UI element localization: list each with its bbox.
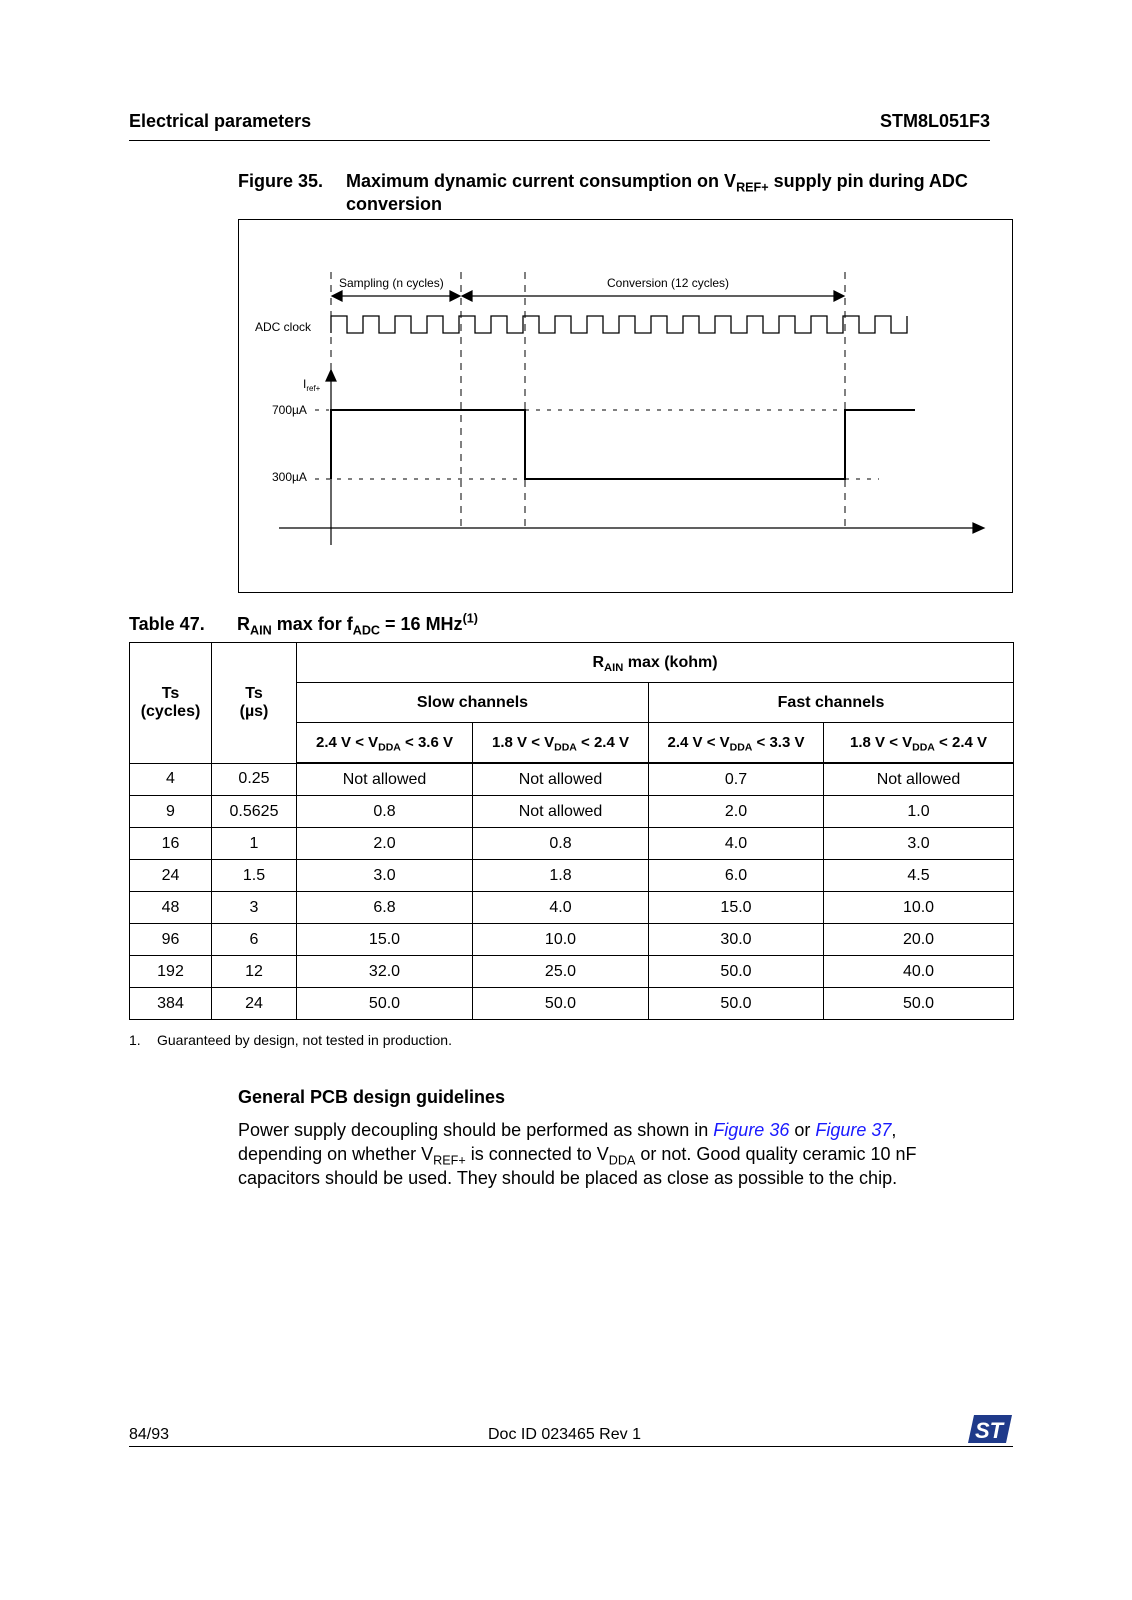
table-row — [130, 892, 1014, 924]
table-cell: 1.8 — [473, 860, 649, 892]
table-cell: 40.0 — [824, 956, 1014, 988]
iref-current-waveform — [331, 410, 915, 479]
table-cell: 10.0 — [473, 924, 649, 956]
section-paragraph: Power supply decoupling should be performed as shown in Figure 36 or Figure 37, depending on whether $V_{REF+}$ is connected to $V_{DDA}$ or not. Good quality ceramic 10 nF capacitors should be used. They should be placed as close as possible to the chip. — [238, 1120, 917, 1188]
table-cell: 1 — [212, 828, 297, 860]
header-fast-channels: Fast channels — [649, 683, 1014, 723]
table-cell: 6.0 — [649, 860, 824, 892]
table-cell: 2.0 — [649, 796, 824, 828]
header-rain-max: $R_{AIN}$ max (kohm) — [297, 643, 1014, 683]
sampling-label: Sampling (n cycles) — [339, 276, 444, 290]
st-logo-icon — [965, 1414, 1013, 1449]
header-section-title: Electrical parameters — [129, 111, 312, 131]
table-row — [130, 924, 1014, 956]
header-ts-us: Ts (µs) — [212, 643, 297, 764]
table-row — [130, 796, 1014, 828]
table-cell: 16 — [130, 828, 212, 860]
table-row — [130, 860, 1014, 892]
table-cell: 12 — [212, 956, 297, 988]
table-cell: 15.0 — [649, 892, 824, 924]
table-cell: 32.0 — [297, 956, 473, 988]
header-condition: 2.4 $V < V_{DDA} < 3.6$ V — [297, 723, 473, 764]
table-cell: 24 — [130, 860, 212, 892]
figure-37-link[interactable]: Figure 37 — [815, 1120, 892, 1140]
table-cell: 50.0 — [649, 956, 824, 988]
table-cell: 3.0 — [824, 828, 1014, 860]
table-cell: 50.0 — [297, 988, 473, 1020]
conversion-label: Conversion (12 cycles) — [607, 276, 730, 290]
table-cell: Not allowed — [297, 763, 473, 796]
table-cell: 3.0 — [297, 860, 473, 892]
section-title: General PCB design guidelines — [238, 1087, 506, 1107]
iref-axis — [279, 370, 984, 545]
table-cell: 0.8 — [473, 828, 649, 860]
table-cell: 15.0 — [297, 924, 473, 956]
table-cell: 6 — [212, 924, 297, 956]
table-cell: 10.0 — [824, 892, 1014, 924]
table-cell: 25.0 — [473, 956, 649, 988]
table-cell: 9 — [130, 796, 212, 828]
table-row — [130, 988, 1014, 1020]
table-title: $R_{AIN}$ max for $f_{ADC} = 16$ MHz$^{(1)}$ — [237, 611, 478, 638]
table-cell: 1.5 — [212, 860, 297, 892]
svg-text:ST: ST — [975, 1418, 1004, 1443]
table-cell: 50.0 — [473, 988, 649, 1020]
iref-label: $I_{ref+}$ — [303, 377, 321, 393]
footer-divider — [129, 1446, 1013, 1447]
table-row — [130, 828, 1014, 860]
phase-markers — [331, 272, 845, 532]
table-cell: 0.5625 — [212, 796, 297, 828]
table-cell: 6.8 — [297, 892, 473, 924]
table-cell: 20.0 — [824, 924, 1014, 956]
table-cell: 0.25 — [212, 763, 297, 796]
figure-title: Maximum dynamic current consumption on $V_{REF+}$ supply pin during ADC conversion — [346, 171, 968, 214]
rain-max-table — [129, 642, 1014, 1020]
header-condition: 1.8 $V < V_{DDA} < 2.4$ V — [473, 723, 649, 764]
table-cell: 4.0 — [649, 828, 824, 860]
figure-36-link[interactable]: Figure 36 — [713, 1120, 790, 1140]
header-slow-channels: Slow channels — [297, 683, 649, 723]
level-low-label: 300µA — [272, 470, 307, 484]
table-cell: 24 — [212, 988, 297, 1020]
table-cell: 48 — [130, 892, 212, 924]
figure-number: Figure 35. — [238, 171, 324, 191]
table-cell: 1.0 — [824, 796, 1014, 828]
level-high-label: 700µA — [272, 403, 307, 417]
table-cell: 192 — [130, 956, 212, 988]
page-number: 84/93 — [129, 1426, 170, 1443]
timing-diagram — [238, 219, 1013, 593]
level-references — [315, 410, 879, 479]
table-row — [130, 763, 1014, 796]
table-cell: 0.7 — [649, 763, 824, 796]
table-cell: 384 — [130, 988, 212, 1020]
header-part-number: STM8L051F3 — [879, 111, 990, 131]
adc-clock-label: ADC clock — [255, 320, 312, 334]
table-row — [130, 956, 1014, 988]
table-cell: 4 — [130, 763, 212, 796]
table-number: Table 47. — [129, 614, 205, 634]
table-cell: 2.0 — [297, 828, 473, 860]
table-cell: 50.0 — [824, 988, 1014, 1020]
doc-id: Doc ID 023465 Rev 1 — [488, 1426, 641, 1443]
table-cell: 4.0 — [473, 892, 649, 924]
header-divider — [129, 140, 990, 141]
table-cell: 3 — [212, 892, 297, 924]
header-ts-cycles: Ts (cycles) — [130, 643, 212, 764]
phase-arrows — [332, 291, 844, 301]
table-cell: Not allowed — [824, 763, 1014, 796]
table-cell: Not allowed — [473, 763, 649, 796]
header-condition: 2.4 $V < V_{DDA} < 3.3$ V — [649, 723, 824, 764]
table-cell: 4.5 — [824, 860, 1014, 892]
table-cell: Not allowed — [473, 796, 649, 828]
header-condition: 1.8 $V < V_{DDA} < 2.4$ V — [824, 723, 1014, 764]
table-cell: 96 — [130, 924, 212, 956]
table-cell: 30.0 — [649, 924, 824, 956]
table-cell: 50.0 — [649, 988, 824, 1020]
adc-clock-waveform — [331, 316, 907, 333]
table-cell: 0.8 — [297, 796, 473, 828]
